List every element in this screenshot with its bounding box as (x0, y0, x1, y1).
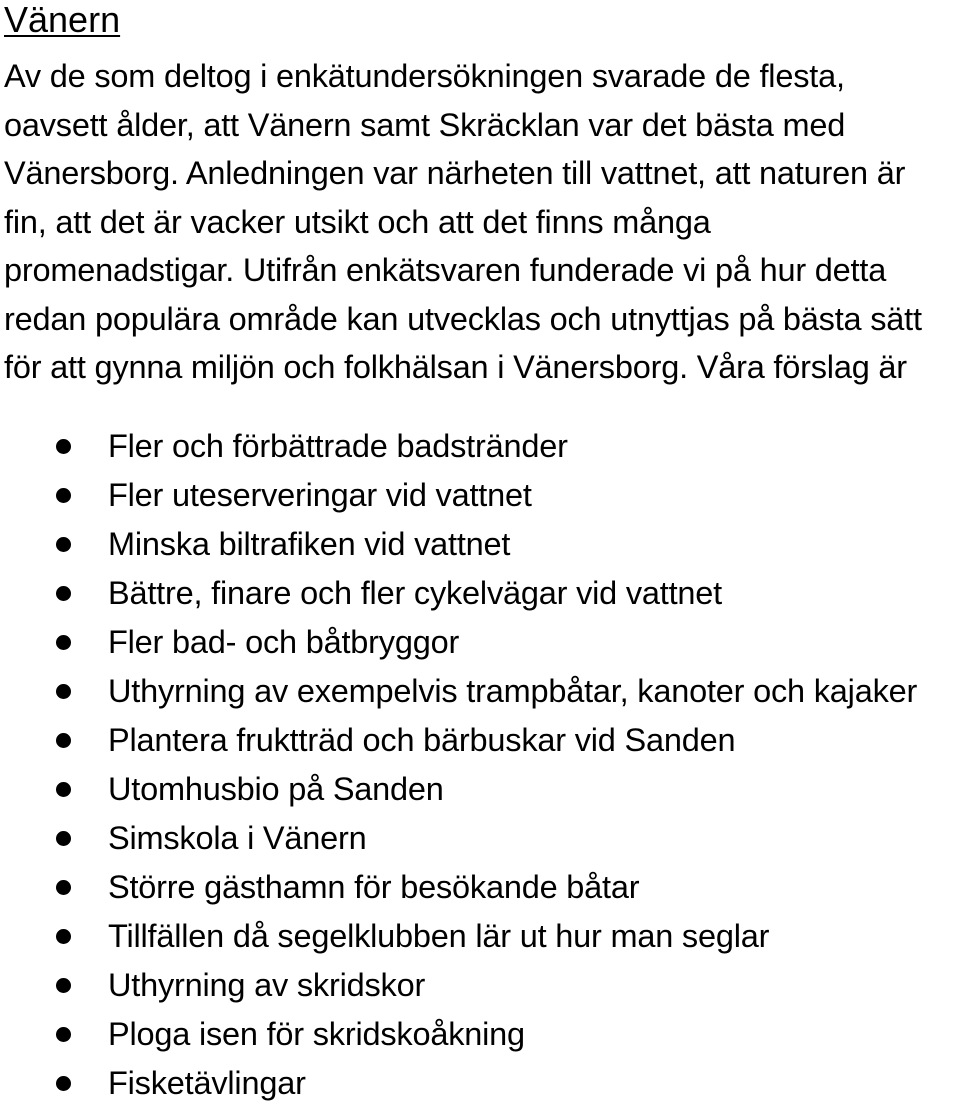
list-item-text: Fler och förbättrade badstränder (108, 428, 568, 464)
list-item-text: Minska biltrafiken vid vattnet (108, 526, 511, 562)
bullet-icon (56, 635, 71, 650)
list-item-text: Ploga isen för skridskoåkning (108, 1016, 525, 1052)
bullet-icon (56, 439, 71, 454)
list-item-text: Plantera fruktträd och bärbuskar vid Sanden (108, 722, 736, 758)
bullet-icon (56, 880, 71, 895)
list-item-text: Utomhusbio på Sanden (108, 771, 444, 807)
bullet-icon (56, 537, 71, 552)
bullet-icon (56, 831, 71, 846)
list-item-text: Fler bad- och båtbryggor (108, 624, 460, 660)
list-item-text: Tillfällen då segelklubben lär ut hur man seglar (108, 918, 770, 954)
paragraph-line: oavsett ålder, att Vänern samt Skräcklan var det bästa med (4, 106, 846, 143)
bullet-icon (56, 1027, 71, 1042)
list-item-text: Uthyrning av skridskor (108, 967, 426, 1003)
intro-paragraph (4, 52, 960, 392)
list-item-text: Större gästhamn för besökande båtar (108, 869, 640, 905)
bullet-icon (56, 782, 71, 797)
list-item-text: Fisketävlingar (108, 1065, 306, 1101)
bullet-icon (56, 929, 71, 944)
bullet-icon (56, 586, 71, 601)
bullet-icon (56, 978, 71, 993)
section-title: Vänern (4, 0, 121, 40)
bullet-icon (56, 1076, 71, 1091)
paragraph-line: fin, att det är vacker utsikt och att det finns många (4, 203, 711, 240)
list-item-text: Fler uteserveringar vid vattnet (108, 477, 532, 513)
paragraph-line: Vänersborg. Anledningen var närheten till vattnet, att naturen är (4, 155, 906, 191)
paragraph-line: för att gynna miljön och folkhälsan i Vänersborg. Våra förslag är (4, 349, 907, 385)
list-item-text: Uthyrning av exempelvis trampbåtar, kanoter och kajaker (108, 673, 918, 709)
paragraph-line: promenadstigar. Utifrån enkätsvaren funderade vi på hur detta (4, 252, 887, 288)
list-item-text: Simskola i Vänern (108, 820, 367, 856)
paragraph-line: Av de som deltog i enkätundersökningen svarade de flesta, (4, 58, 845, 94)
paragraph-line: redan populära område kan utvecklas och utnyttjas på bästa sätt (4, 300, 922, 337)
list-item-text: Bättre, finare och fler cykelvägar vid vattnet (108, 575, 723, 611)
bullet-icon (56, 684, 71, 699)
bullet-icon (56, 488, 71, 503)
bullet-icon (56, 733, 71, 748)
